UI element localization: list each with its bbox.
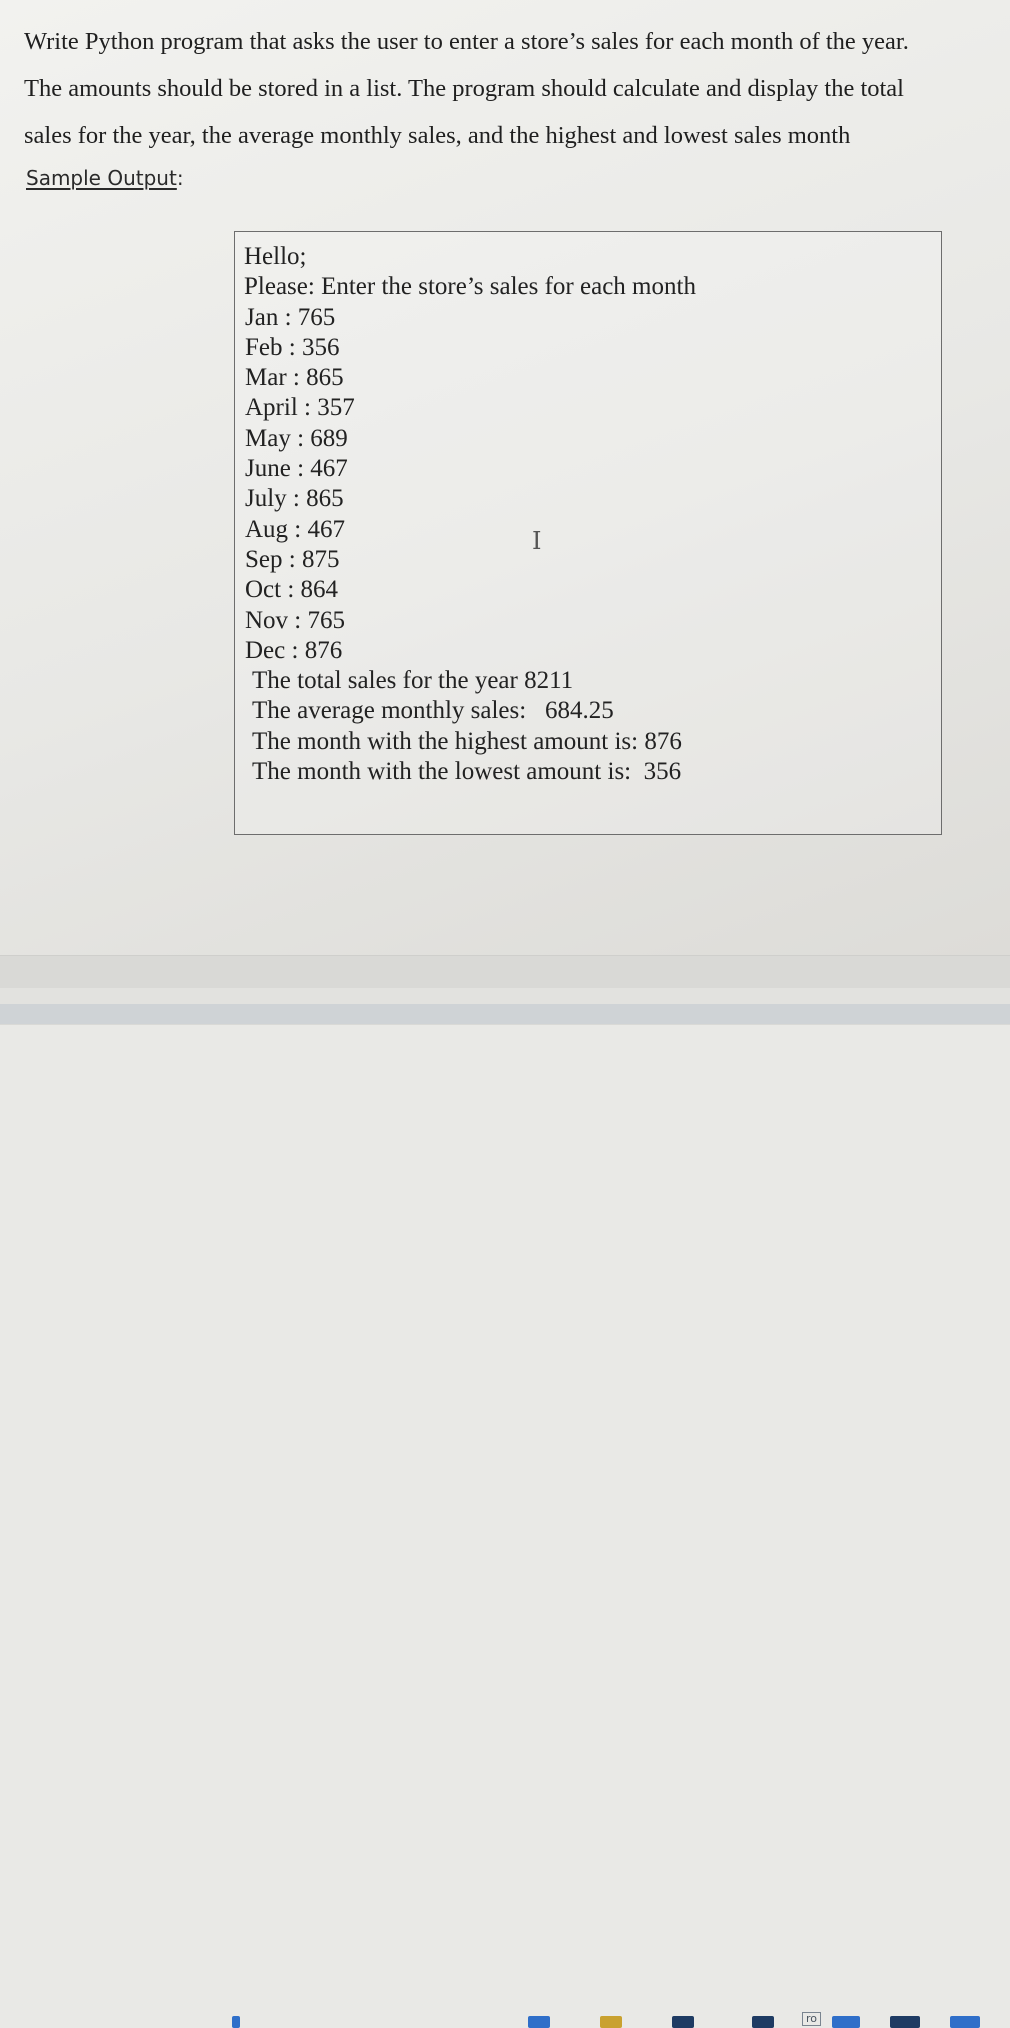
taskbar-app-icon[interactable] [832,2016,860,2028]
taskbar-app-icon[interactable] [528,2016,550,2028]
month-entry-june: June : 467 [245,455,348,483]
month-entry-dec: Dec : 876 [245,636,343,664]
output-prompt: Please: Enter the store’s sales for each month [244,273,696,301]
taskbar-app-icon[interactable] [232,2016,240,2028]
taskbar-app-icon[interactable] [752,2016,774,2028]
question-line: Write Python program that asks the user to enter a store’s sales for each month of the year. [24,28,909,55]
month-entry-oct: Oct : 864 [245,576,339,604]
taskbar [0,1004,1010,2025]
output-highest: The month with the highest amount is: 876 [252,727,682,755]
text-cursor-icon: I [532,527,542,555]
sample-output-text [244,242,696,787]
month-entry-mar: Mar : 865 [245,364,344,392]
taskbar-label[interactable]: ro [802,2012,821,2026]
taskbar-app-icon[interactable] [890,2016,920,2028]
document-page [0,0,1010,955]
month-entry-feb: Feb : 356 [245,333,340,361]
sample-output-heading-text: Sample Output [26,166,177,190]
output-average: The average monthly sales: 684.25 [252,697,614,725]
month-entry-july: July : 865 [245,485,344,513]
taskbar-app-icon[interactable] [600,2016,622,2028]
month-entry-jan: Jan : 765 [245,303,336,331]
month-entry-may: May : 689 [245,424,348,452]
output-greeting: Hello; [244,243,307,270]
month-entry-april: April : 357 [245,394,355,422]
question-line: sales for the year, the average monthly sales, and the highest and lowest sales month [24,122,851,149]
question-line: The amounts should be stored in a list. The program should calculate and display the total [24,75,904,102]
month-entry-sep: Sep : 875 [245,545,340,573]
month-entry-aug: Aug : 467 [245,515,345,543]
heading-colon: : [176,166,184,190]
taskbar-app-icon[interactable] [672,2016,694,2028]
sample-output-heading [26,166,184,190]
taskbar-app-icon[interactable] [950,2016,980,2028]
output-total: The total sales for the year 8211 [252,667,574,695]
output-lowest: The month with the lowest amount is: 356 [252,758,682,786]
month-entry-nov: Nov : 765 [245,606,345,634]
question-text [24,18,1004,159]
